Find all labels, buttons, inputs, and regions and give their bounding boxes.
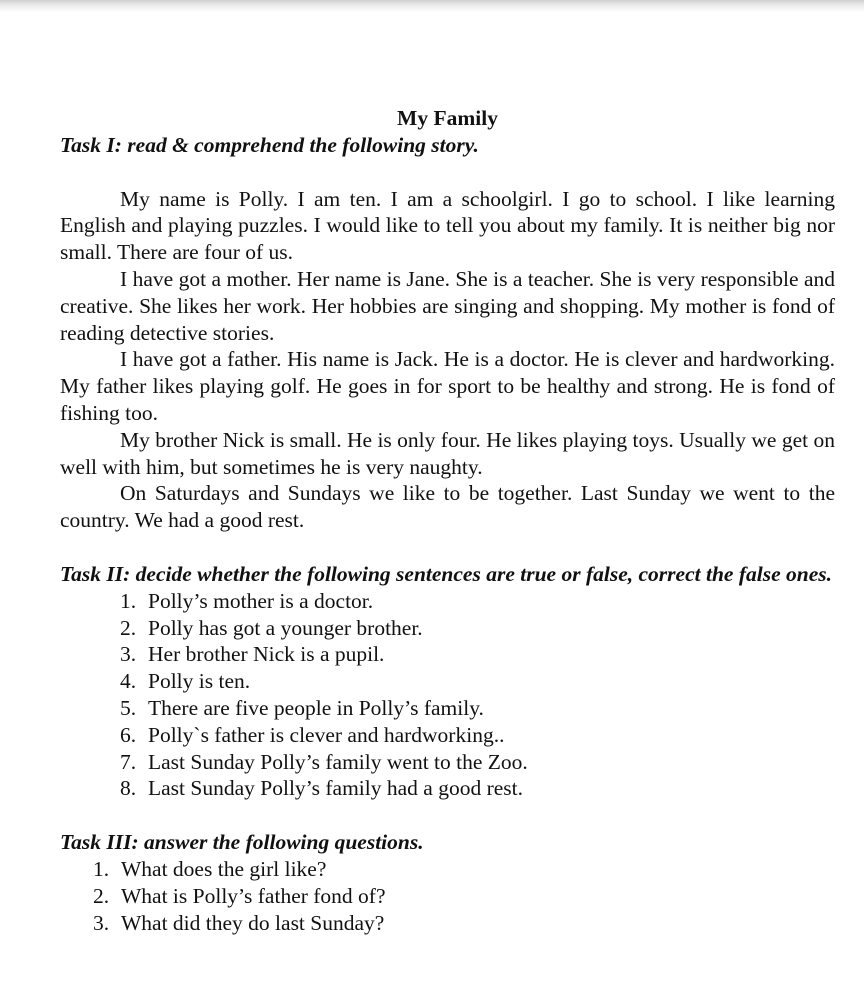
document-page	[60, 105, 835, 936]
list-item	[60, 668, 835, 695]
item-text: There are five people in Polly’s family.	[148, 695, 484, 720]
story-paragraph: My brother Nick is small. He is only four. He likes playing toys. Usually we get on well with him, but sometimes he is very naughty.	[60, 427, 835, 479]
item-text: Last Sunday Polly’s family went to the Zoo.	[148, 749, 528, 774]
list-item	[60, 615, 835, 642]
list-item	[60, 749, 835, 776]
task3-question-list	[60, 856, 835, 936]
task2-heading: Task II: decide whether the following sentences are true or false, correct the false ones.	[60, 561, 832, 586]
item-number: 2.	[120, 615, 137, 640]
story-paragraph: I have got a mother. Her name is Jane. She is a teacher. She is very responsible and creative. She likes her work. Her hobbies are singing and shopping. My mother is fond of reading detective stories.	[60, 266, 835, 345]
story-paragraph: On Saturdays and Sundays we like to be together. Last Sunday we went to the country. We had a good rest.	[60, 481, 835, 533]
item-number: 5.	[120, 695, 137, 720]
item-number: 2.	[93, 883, 110, 908]
item-text: What did they do last Sunday?	[121, 910, 385, 935]
item-number: 1.	[93, 856, 110, 881]
item-text: Polly is ten.	[148, 669, 251, 694]
list-item	[60, 588, 835, 615]
list-item	[60, 775, 835, 802]
item-number: 3.	[93, 910, 110, 935]
task1-heading: Task I: read & comprehend the following story.	[60, 132, 479, 157]
item-text: Polly`s father is clever and hardworking..	[148, 722, 505, 747]
list-item	[60, 910, 835, 937]
item-number: 1.	[120, 588, 137, 613]
list-item	[60, 856, 835, 883]
item-text: What is Polly’s father fond of?	[121, 883, 386, 908]
list-item	[60, 695, 835, 722]
story-text	[60, 186, 835, 534]
item-number: 4.	[120, 669, 137, 694]
document-title: My Family	[397, 106, 498, 130]
item-number: 6.	[120, 722, 137, 747]
item-text: Her brother Nick is a pupil.	[148, 642, 385, 667]
task2-statement-list	[60, 588, 835, 802]
item-text: Last Sunday Polly’s family had a good rest.	[148, 776, 524, 801]
list-item	[60, 641, 835, 668]
list-item	[60, 883, 835, 910]
item-text: Polly’s mother is a doctor.	[148, 588, 374, 613]
item-text: Polly has got a younger brother.	[148, 615, 423, 640]
story-paragraph: My name is Polly. I am ten. I am a schoolgirl. I go to school. I like learning English and playing puzzles. I would like to tell you about my family. It is neither big nor small. There are four of us.	[60, 186, 835, 265]
item-number: 8.	[120, 776, 137, 801]
task3-heading: Task III: answer the following questions.	[60, 830, 424, 855]
list-item	[60, 722, 835, 749]
story-paragraph: I have got a father. His name is Jack. He is a doctor. He is clever and hardworking. My father likes playing golf. He goes in for sport to be healthy and strong. He is fond of fishing too.	[60, 347, 835, 425]
item-number: 3.	[120, 642, 137, 667]
item-text: What does the girl like?	[121, 856, 327, 881]
scan-top-edge	[0, 0, 864, 12]
item-number: 7.	[120, 749, 137, 774]
